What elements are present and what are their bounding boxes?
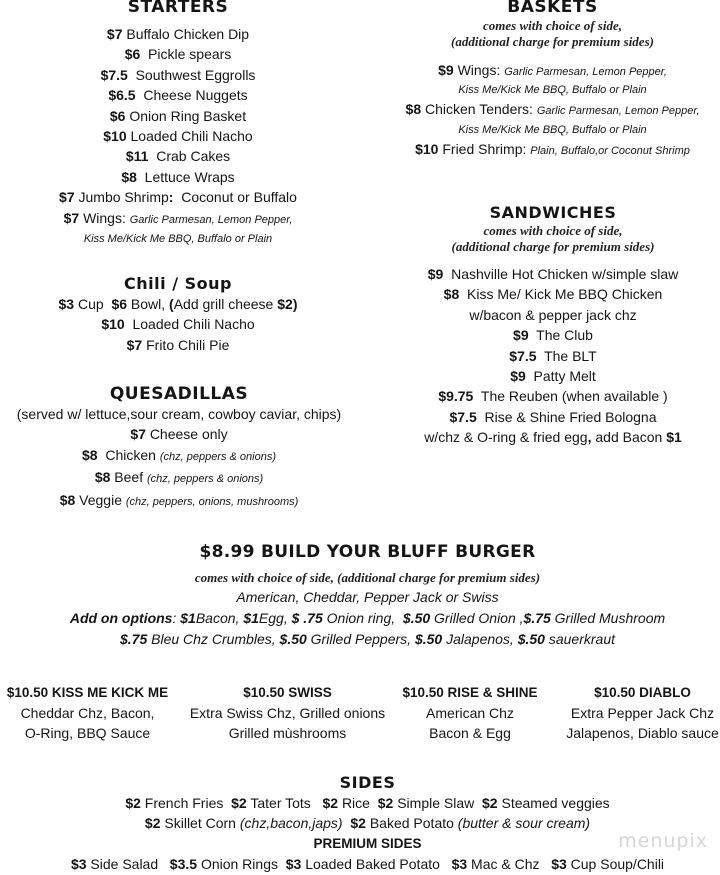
- addon-options: $.75 Bleu Chz Crumbles, $.50 Grilled Peppers, $.50 Jalapenos, $.50 sauerkraut: [120, 631, 615, 647]
- menu-item: $8 Beef (chz, peppers & onions): [94, 469, 264, 486]
- menu-item: $7 Cheese only: [130, 426, 228, 443]
- signature-desc: Bacon & Egg: [429, 725, 511, 741]
- sandwiches-section: [383, 203, 720, 448]
- menu-item: $7 Frito Chili Pie: [126, 336, 230, 353]
- burger-title: $8.99 BUILD YOUR BLUFF BURGER: [199, 542, 536, 562]
- section-subtitle: (served w/ lettuce,sour cream, cowboy caviar, chips): [16, 406, 342, 422]
- signature-desc: O-Ring, BBQ Sauce: [24, 725, 151, 741]
- section-subtitle: comes with choice of side, (additional charge for premium sides): [194, 570, 541, 585]
- menu-item: $10 Loaded Chili Nacho: [103, 128, 253, 145]
- starters-title: STARTERS: [127, 0, 229, 17]
- section-subtitle: (additional charge for premium sides): [451, 34, 654, 49]
- menu-item: $6 Pickle spears: [124, 46, 232, 63]
- signature-desc: Extra Swiss Chz, Grilled onions: [189, 705, 386, 721]
- menu-item: $3 Cup $6 Bowl, (Add grill cheese $2): [58, 296, 298, 312]
- menu-item: $11 Crab Cakes: [125, 148, 231, 165]
- section-subtitle: comes with choice of side,: [482, 18, 622, 33]
- baskets-section: [380, 0, 720, 161]
- signature-desc: Cheddar Chz, Bacon,: [20, 705, 155, 721]
- signature-burger: [560, 683, 720, 743]
- signature-desc: American Chz: [426, 705, 514, 721]
- menupix-watermark: menupix: [618, 830, 708, 852]
- menu-item: $9 The Club: [513, 327, 593, 344]
- menu-item: $6 Onion Ring Basket: [109, 107, 247, 124]
- signature-desc: Grilled mùshrooms: [228, 725, 347, 741]
- menu-item: $7.5 Southwest Eggrolls: [100, 66, 256, 83]
- menu-item: $8 Lettuce Wraps: [121, 168, 235, 185]
- signature-title: $10.50 RISE & SHINE: [402, 685, 538, 700]
- menu-item: $7 Buffalo Chicken Dip: [106, 26, 250, 42]
- sides-line: $2 French Fries $2 Tater Tots $2 Rice $2 Simple Slaw $2 Steamed veggies: [125, 795, 610, 811]
- menu-item: w/bacon & pepper jack chz: [469, 306, 637, 323]
- chili-title: Chili / Soup: [124, 274, 232, 293]
- signature-desc: Extra Pepper Jack Chz: [570, 705, 715, 721]
- section-subtitle: (additional charge for premium sides): [451, 239, 655, 254]
- menu-item: w/chz & O-ring & fried egg, add Bacon $1: [424, 429, 682, 446]
- menu-item: $7 Wings: Garlic Parmesan, Lemon Pepper,: [63, 209, 293, 226]
- signature-burger: [185, 683, 390, 743]
- burger-section: [0, 540, 720, 650]
- addon-options: Add on options: $1Bacon, $1Egg, $ .75 Onion ring, $.50 Grilled Onion ,$.75 Grilled Mushroom: [69, 610, 666, 626]
- menu-item: $9.75 The Reuben (when available ): [438, 388, 668, 405]
- section-subtitle: comes with choice of side,: [483, 223, 623, 238]
- menu-item: $8 Chicken Tenders: Garlic Parmesan, Lemon Pepper,: [405, 101, 700, 118]
- baskets-title: BASKETS: [507, 0, 598, 17]
- menu-item-note: Kiss Me/Kick Me BBQ, Buffalo or Plain: [458, 84, 647, 97]
- chili-section: [0, 274, 356, 355]
- menu-item: $7.5 Rise & Shine Fried Bologna: [449, 408, 657, 425]
- signature-desc: Jalapenos, Diablo sauce: [566, 725, 719, 741]
- signature-burger: [390, 683, 550, 743]
- menu-item: $10 Loaded Chili Nacho: [101, 316, 255, 333]
- menu-item: $10 Fried Shrimp: Plain, Buffalo,or Coconut Shrimp: [415, 140, 690, 157]
- premium-sides-title: PREMIUM SIDES: [313, 835, 422, 851]
- menu-item-note: Kiss Me/Kick Me BBQ, Buffalo or Plain: [83, 233, 273, 246]
- signature-burger: [0, 683, 175, 743]
- menu-item: $7 Jumbo Shrimp: Coconut or Buffalo: [59, 189, 297, 206]
- quesadillas-title: QUESADILLAS: [109, 384, 249, 404]
- signature-title: $10.50 DIABLO: [594, 685, 691, 700]
- cheese-options: American, Cheddar, Pepper Jack or Swiss: [236, 589, 499, 605]
- quesadillas-section: [0, 384, 358, 512]
- menu-item: $9 Patty Melt: [510, 368, 596, 385]
- sides-line: $3 Side Salad $3.5 Onion Rings $3 Loaded Baked Potato $3 Mac & Chz $3 Cup Soup/Chili: [70, 856, 665, 873]
- menu-item-note: Kiss Me/Kick Me BBQ, Buffalo or Plain: [458, 123, 647, 136]
- signature-title: $10.50 SWISS: [243, 685, 332, 700]
- sides-title: SIDES: [339, 773, 396, 792]
- menu-item: $8 Chicken (chz, peppers & onions): [81, 446, 276, 463]
- menu-item: $6.5 Cheese Nuggets: [108, 87, 248, 104]
- menu-item: $8 Kiss Me/ Kick Me BBQ Chicken: [443, 286, 663, 303]
- menu-item: $9 Wings: Garlic Parmesan, Lemon Pepper,: [438, 62, 667, 78]
- sides-section: [0, 773, 720, 875]
- sandwiches-title: SANDWICHES: [489, 203, 617, 222]
- signature-title: $10.50 KISS ME KICK ME: [6, 685, 169, 700]
- menu-item: $8 Veggie (chz, peppers, onions, mushrooms): [59, 491, 299, 508]
- starters-section: [0, 0, 356, 248]
- menu-item: $9 Nashville Hot Chicken w/simple slaw: [427, 266, 679, 282]
- menu-item: $7.5 The BLT: [509, 347, 597, 364]
- sides-line: $2 Skillet Corn (chz,bacon,japs) $2 Baked Potato (butter & sour cream): [144, 815, 591, 832]
